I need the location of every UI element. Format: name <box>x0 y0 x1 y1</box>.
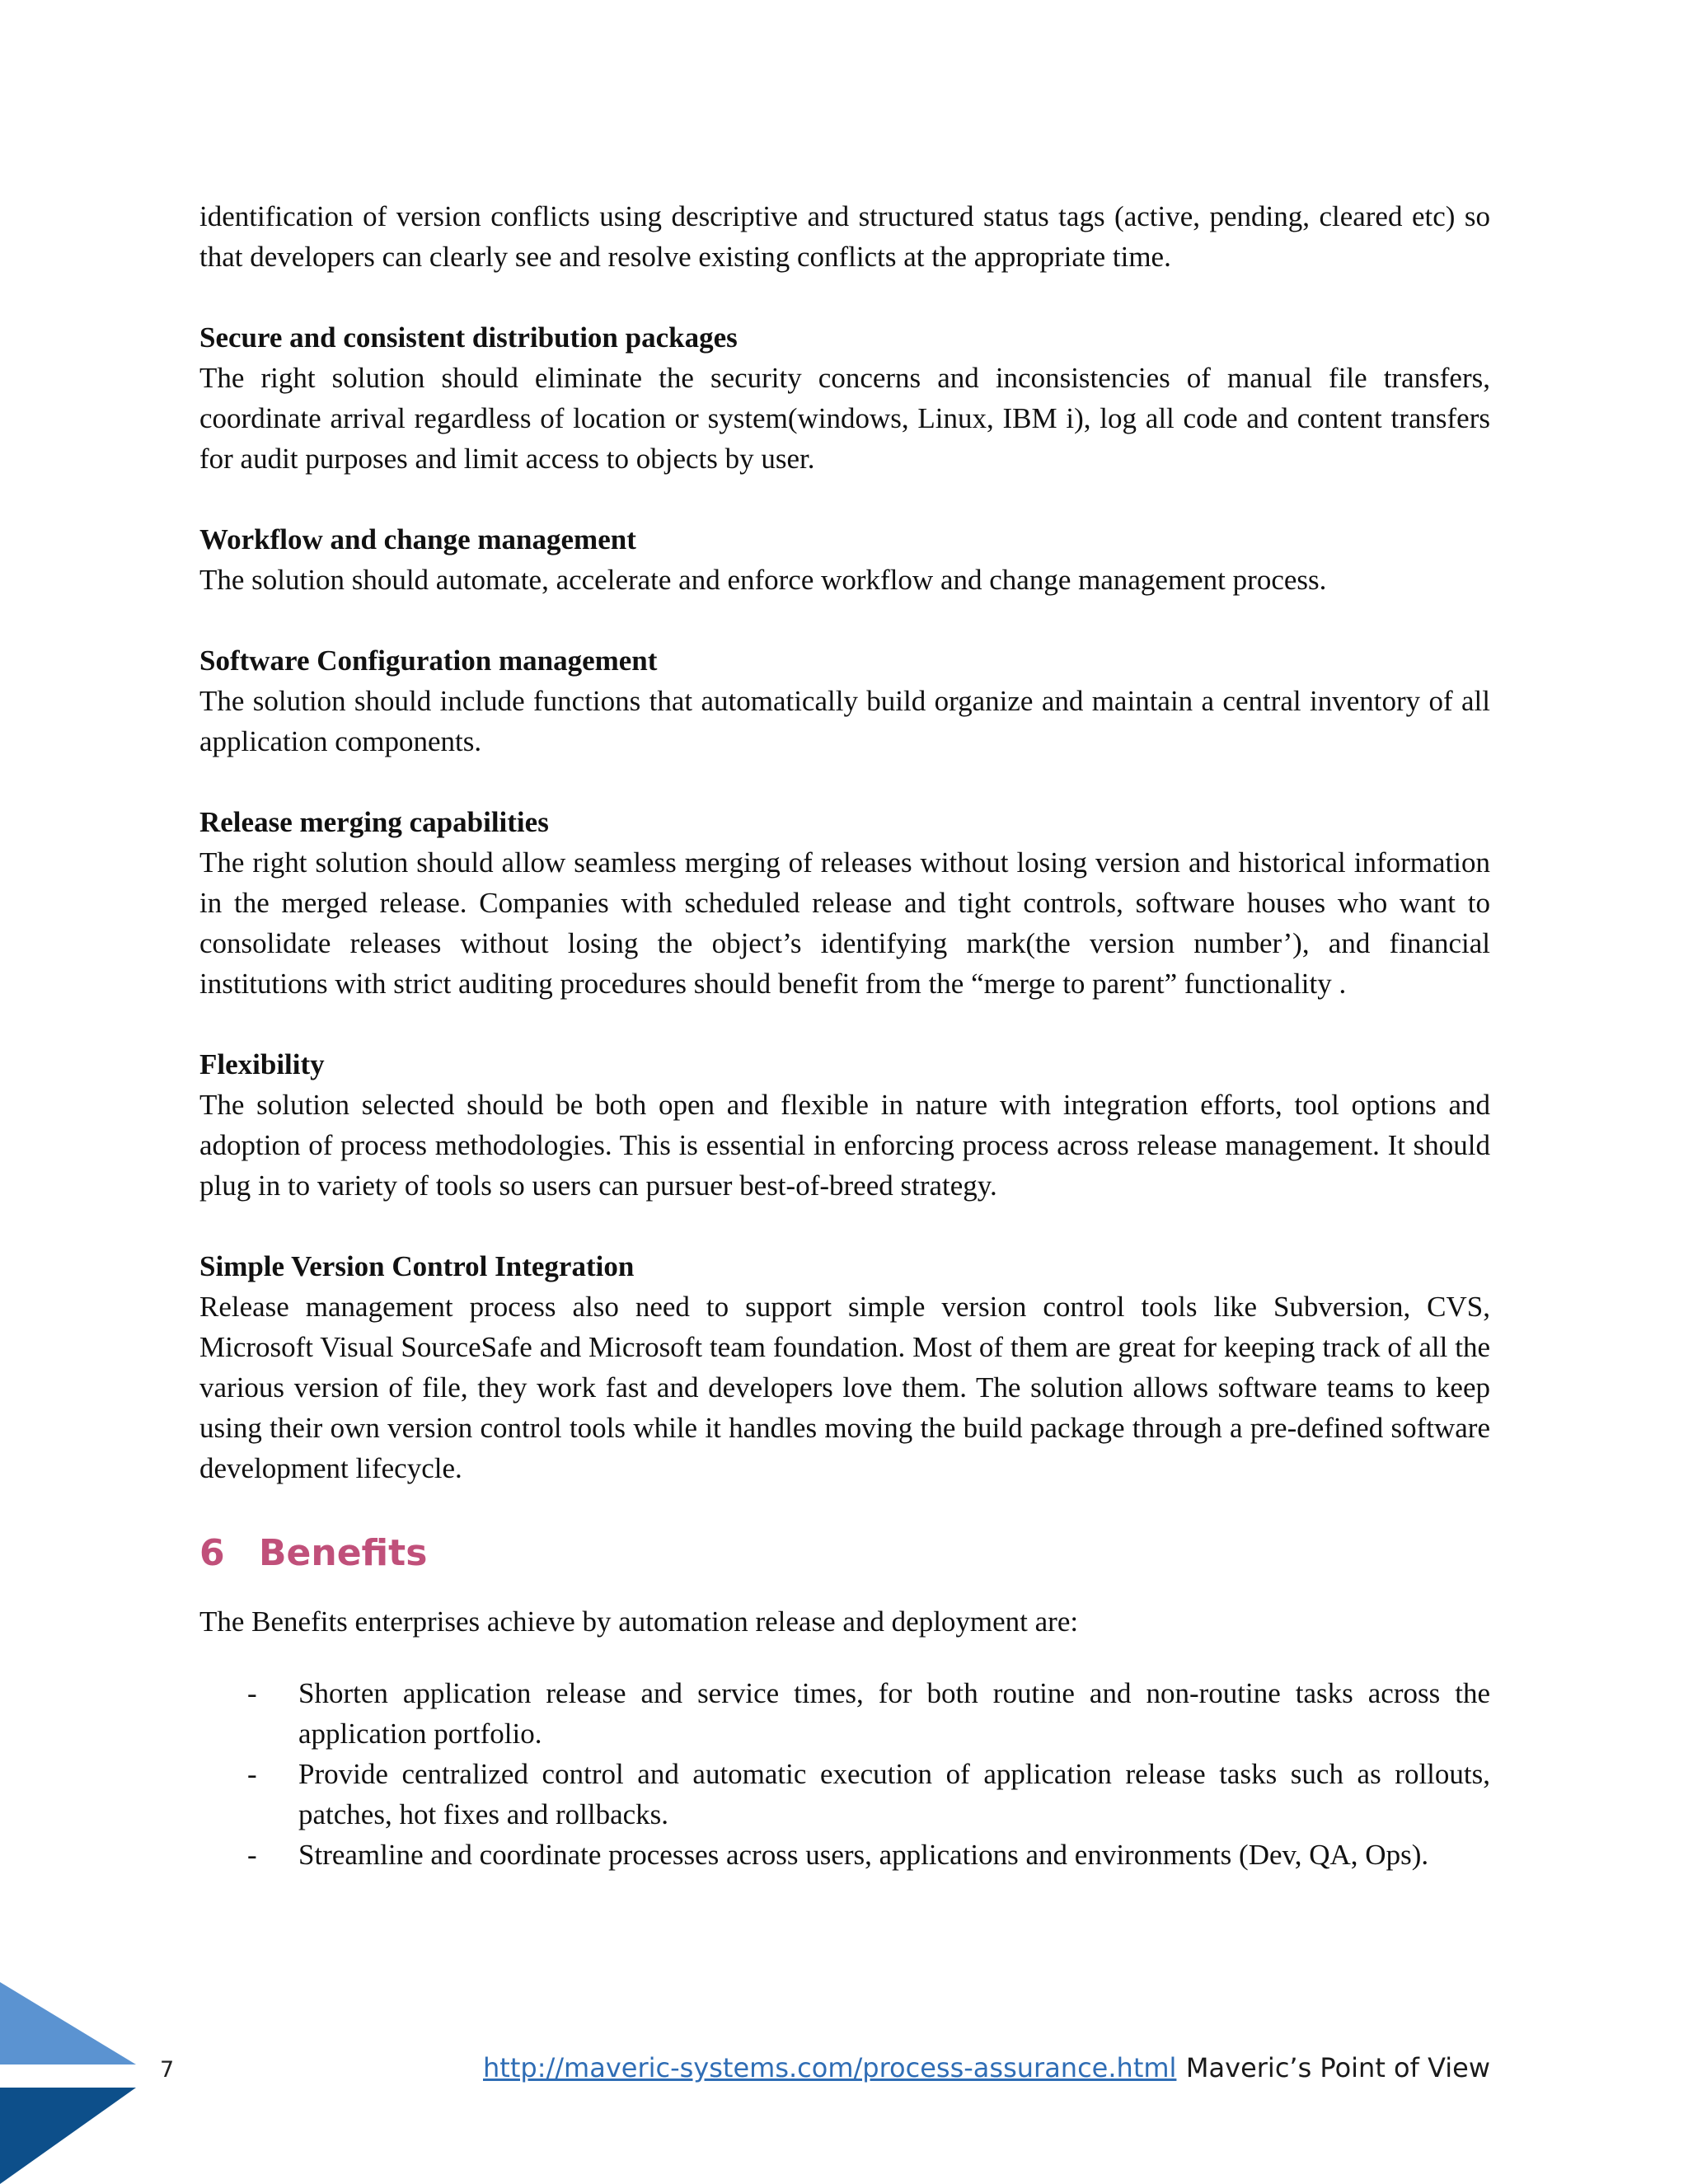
section-title: Benefits <box>259 1532 428 1574</box>
section-body: The right solution should eliminate the security concerns and inconsistencies of manual file transfers, coordinate arrival regardless of location or system(windows, Linux, IBM i), log all code and content transfers for audit purposes and limit access to objects by user. <box>199 362 1490 475</box>
section-software-configuration <box>199 640 1490 762</box>
section-release-merging <box>199 802 1490 1004</box>
logo-dark-shape <box>0 2088 136 2184</box>
section-body: The right solution should allow seamless merging of releases without losing version and historical information in the merged release. Companies with scheduled release and tight controls, software houses who want to consolidate releases without losing the object’s identifying mark(the version number’), and financial institutions with strict auditing procedures should benefit from the “merge to parent” functionality . <box>199 846 1490 1000</box>
section-body: Release management process also need to support simple version control tools like Subversion, CVS, Microsoft Visual SourceSafe and Microsoft team foundation. Most of them are great for keeping track of all the various version of file, they work fast and developers love them. The solution allows software teams to keep using their own version control tools while it handles moving the build package through a pre-defined software development lifecycle. <box>199 1291 1490 1484</box>
maveric-logo-mark <box>0 1982 148 2184</box>
list-item <box>199 1835 1490 1875</box>
section-heading: Secure and consistent distribution packages <box>199 321 738 354</box>
section-heading: Workflow and change management <box>199 523 636 555</box>
section-heading: Release merging capabilities <box>199 806 549 838</box>
section-heading: Flexibility <box>199 1048 325 1080</box>
section-body: The solution should include functions that automatically build organize and maintain a central inventory of all application components. <box>199 685 1490 757</box>
list-item-text: Provide centralized control and automatic execution of application release tasks such as rollouts, patches, hot fixes and rollbacks. <box>298 1758 1490 1830</box>
document-body <box>199 196 1490 1875</box>
footer-link[interactable]: http://maveric-systems.com/process-assurance.html <box>483 2052 1177 2083</box>
list-item-text: Streamline and coordinate processes across users, applications and environments (Dev, QA, Ops). <box>298 1839 1429 1871</box>
section-heading: Software Configuration management <box>199 644 658 677</box>
section-secure-distribution <box>199 317 1490 479</box>
footer-tagline: Maveric’s Point of View <box>1185 2052 1490 2083</box>
section-workflow-change <box>199 519 1490 600</box>
section-version-control <box>199 1246 1490 1488</box>
section-heading: Simple Version Control Integration <box>199 1250 635 1282</box>
section-body: The solution selected should be both open and flexible in nature with integration efforts, tool options and adoption of process methodologies. This is essential in enforcing process across release management. It should plug in to variety of tools so users can pursuer best-of-breed strategy. <box>199 1089 1490 1202</box>
benefits-intro: The Benefits enterprises achieve by automation release and deployment are: <box>199 1605 1079 1638</box>
page-number: 7 <box>160 2057 175 2083</box>
section-body: The solution should automate, accelerate and enforce workflow and change management process. <box>199 564 1327 596</box>
benefits-heading <box>199 1529 1490 1578</box>
section-number: 6 <box>199 1532 225 1574</box>
bullet-dash: - <box>247 1758 257 1790</box>
list-item-text: Shorten application release and service times, for both routine and non-routine tasks across the application portfolio. <box>298 1677 1490 1750</box>
bullet-dash: - <box>247 1839 257 1871</box>
list-item <box>199 1673 1490 1754</box>
section-flexibility <box>199 1044 1490 1206</box>
continuation-paragraph: identification of version conflicts using descriptive and structured status tags (active, pending, cleared etc) so that developers can clearly see and resolve existing conflicts at the appropriate time. <box>199 200 1490 273</box>
bullet-dash: - <box>247 1677 257 1709</box>
list-item <box>199 1754 1490 1835</box>
logo-light-shape <box>0 1982 136 2064</box>
benefits-list <box>199 1673 1490 1875</box>
